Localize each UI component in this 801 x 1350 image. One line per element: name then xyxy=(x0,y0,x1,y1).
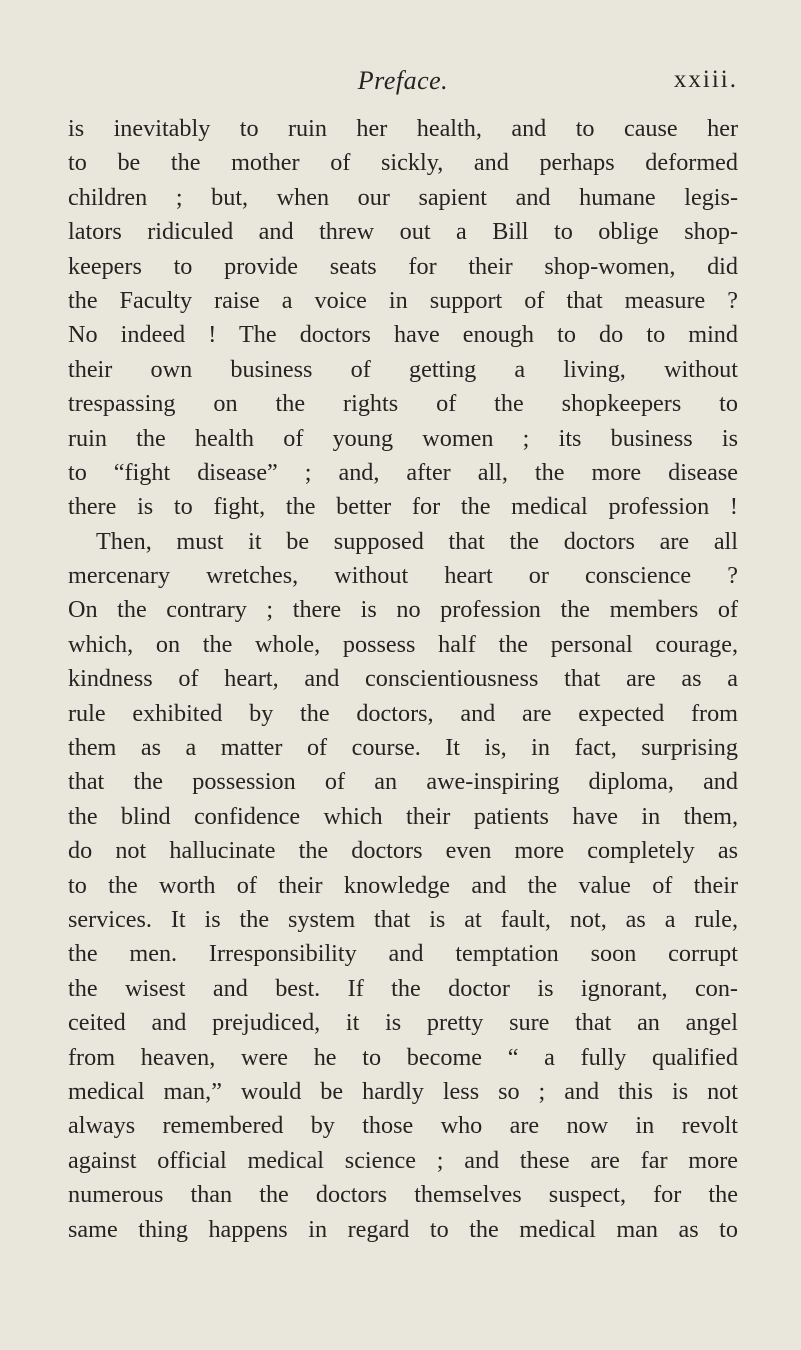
text-line: lators ridiculed and threw out a Bill to oblige shop- xyxy=(68,218,738,246)
text-line: which, on the whole, possess half the personal courage, xyxy=(68,630,738,658)
text-line: the blind confidence which their patients have in them, xyxy=(68,802,738,830)
text-line: always remembered by those who are now in revolt xyxy=(68,1112,738,1140)
text-line: them as a matter of course. It is, in fact, surprising xyxy=(68,734,738,762)
text-line: to be the mother of sickly, and perhaps deformed xyxy=(68,149,738,177)
text-line: keepers to provide seats for their shop-women, did xyxy=(68,252,738,280)
text-line: the Faculty raise a voice in support of that measure ? xyxy=(68,286,738,314)
page-number: xxiii. xyxy=(673,66,738,93)
text-line: that the possession of an awe-inspiring diploma, and xyxy=(68,768,738,796)
text-line: mercenary wretches, without heart or conscience ? xyxy=(68,562,738,590)
text-line: from heaven, were he to become “ a fully qualified xyxy=(68,1043,738,1071)
text-line: rule exhibited by the doctors, and are expected from xyxy=(68,699,738,727)
text-line: their own business of getting a living, without xyxy=(68,355,738,383)
text-line: services. It is the system that is at fault, not, as a rule, xyxy=(68,905,738,933)
text-line: medical man,” would be hardly less so ; and this is not xyxy=(68,1077,738,1105)
text-line: numerous than the doctors themselves suspect, for the xyxy=(68,1181,738,1209)
running-title: Preface. xyxy=(357,66,449,95)
text-line: ceited and prejudiced, it is pretty sure that an angel xyxy=(68,1009,738,1037)
text-line: the men. Irresponsibility and temptation soon corrupt xyxy=(68,940,738,968)
text-line: against official medical science ; and these are far more xyxy=(68,1146,738,1174)
text-line: On the contrary ; there is no profession the members of xyxy=(68,596,738,624)
text-line: No indeed ! The doctors have enough to do to mind xyxy=(68,321,738,349)
text-line: same thing happens in regard to the medical man as to xyxy=(68,1215,738,1243)
text-line: to “fight disease” ; and, after all, the more disease xyxy=(68,458,738,486)
text-line: trespassing on the rights of the shopkeepers to xyxy=(68,390,738,418)
body-text xyxy=(68,112,738,1247)
text-line: kindness of heart, and conscientiousness that are as a xyxy=(68,665,738,693)
text-line: is inevitably to ruin her health, and to cause her xyxy=(68,115,738,142)
text-line: children ; but, when our sapient and humane legis- xyxy=(68,183,738,211)
running-head xyxy=(68,66,738,106)
text-line: to the worth of their knowledge and the value of their xyxy=(68,871,738,899)
text-line: Then, must it be supposed that the doctors are all xyxy=(96,527,738,555)
text-line: ruin the health of young women ; its business is xyxy=(68,424,738,452)
text-line: there is to fight, the better for the medical profession ! xyxy=(68,493,738,521)
text-line: do not hallucinate the doctors even more completely as xyxy=(68,837,738,865)
text-line: the wisest and best. If the doctor is ignorant, con- xyxy=(68,974,738,1002)
